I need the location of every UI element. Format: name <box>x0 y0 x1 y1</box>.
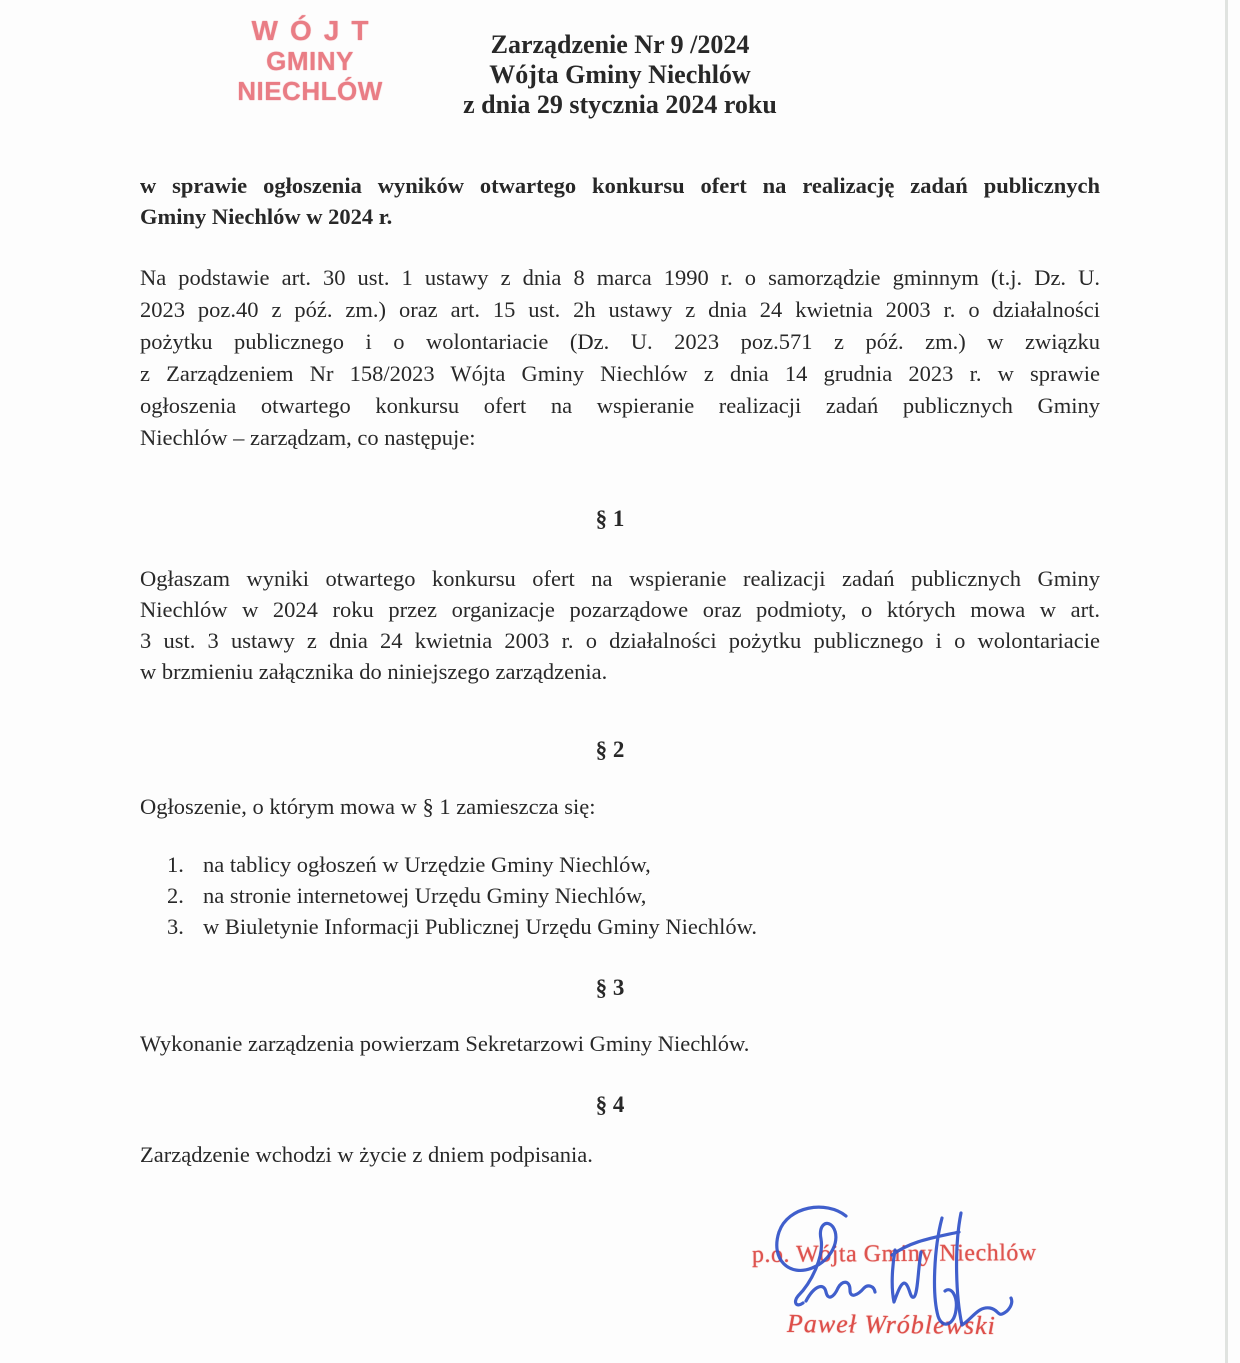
preamble-line: Niechlów – zarządzam, co następuje: <box>140 425 476 450</box>
document-subject <box>140 170 1100 232</box>
subject-line: w sprawie ogłoszenia wyników otwartego konkursu ofert na realizację zadań publicznych <box>140 173 1100 198</box>
office-stamp-subtitle: GMINY NIECHLÓW <box>237 46 383 106</box>
section-1-line: w brzmieniu załącznika do niniejszego zarządzenia. <box>140 659 608 684</box>
preamble-line: Na podstawie art. 30 ust. 1 ustawy z dnia 8 marca 1990 r. o samorządzie gminnym (t.j. Dz. U. <box>140 265 1100 290</box>
title-line-issuer: Wójta Gminy Niechlów <box>489 60 751 89</box>
list-item-number: 3. <box>167 914 184 939</box>
preamble-line: ogłoszenia otwartego konkursu ofert na wspieranie realizacji zadań publicznych Gminy <box>140 393 1100 418</box>
preamble-line: pożytku publicznego i o wolontariacie (Dz. U. 2023 poz.571 z póź. zm.) w związku <box>140 329 1100 354</box>
list-item-text: na stronie internetowej Urzędu Gminy Niechlów, <box>203 883 647 908</box>
section-2-intro: Ogłoszenie, o którym mowa w § 1 zamieszcza się: <box>140 794 596 819</box>
list-item-text: na tablicy ogłoszeń w Urzędzie Gminy Niechlów, <box>203 852 651 877</box>
scan-edge-line <box>1225 0 1228 1363</box>
handwritten-signature-icon <box>746 1198 1014 1343</box>
publication-places-list <box>167 849 1027 942</box>
office-stamp-title: WÓJT <box>251 15 381 46</box>
subject-line: Gminy Niechlów w 2024 r. <box>140 204 393 229</box>
signature-role-stamp: p.o. Wójta Gminy Niechlów <box>751 1240 1037 1268</box>
list-item <box>167 849 1027 880</box>
list-item <box>167 880 1027 911</box>
section-1-heading: § 1 <box>595 506 625 531</box>
list-item-number: 2. <box>167 883 184 908</box>
section-1-line: Ogłaszam wyniki otwartego konkursu ofert na wspieranie realizacji zadań publicznych Gminy <box>140 566 1100 591</box>
section-3-heading: § 3 <box>595 975 625 1000</box>
preamble-line: 2023 poz.40 z póź. zm.) oraz art. 15 ust. 2h ustawy z dnia 24 kwietnia 2003 r. o działalności <box>140 297 1100 322</box>
section-3-body: Wykonanie zarządzenia powierzam Sekretarzowi Gminy Niechlów. <box>140 1031 750 1056</box>
section-4-body: Zarządzenie wchodzi w życie z dniem podpisania. <box>140 1142 593 1167</box>
list-item <box>167 911 1027 942</box>
preamble-line: z Zarządzeniem Nr 158/2023 Wójta Gminy Niechlów z dnia 14 grudnia 2023 r. w sprawie <box>140 361 1100 386</box>
document-title <box>320 30 920 120</box>
section-2-heading: § 2 <box>595 737 625 762</box>
legal-preamble <box>140 262 1100 454</box>
section-4-heading: § 4 <box>595 1092 625 1117</box>
section-1-line: Niechlów w 2024 roku przez organizacje pozarządowe oraz podmioty, o których mowa w art. <box>140 597 1100 622</box>
signature-name-stamp: Paweł Wróblewski <box>786 1308 996 1341</box>
section-1-line: 3 ust. 3 ustawy z dnia 24 kwietnia 2003 r. o działalności pożytku publicznego i o wolontariacie <box>140 628 1100 653</box>
title-line-number: Zarządzenie Nr 9 /2024 <box>490 30 750 59</box>
title-line-date: z dnia 29 stycznia 2024 roku <box>463 90 777 119</box>
list-item-number: 1. <box>167 852 184 877</box>
section-1-body <box>140 563 1100 687</box>
list-item-text: w Biuletynie Informacji Publicznej Urzędu Gminy Niechlów. <box>203 914 758 939</box>
